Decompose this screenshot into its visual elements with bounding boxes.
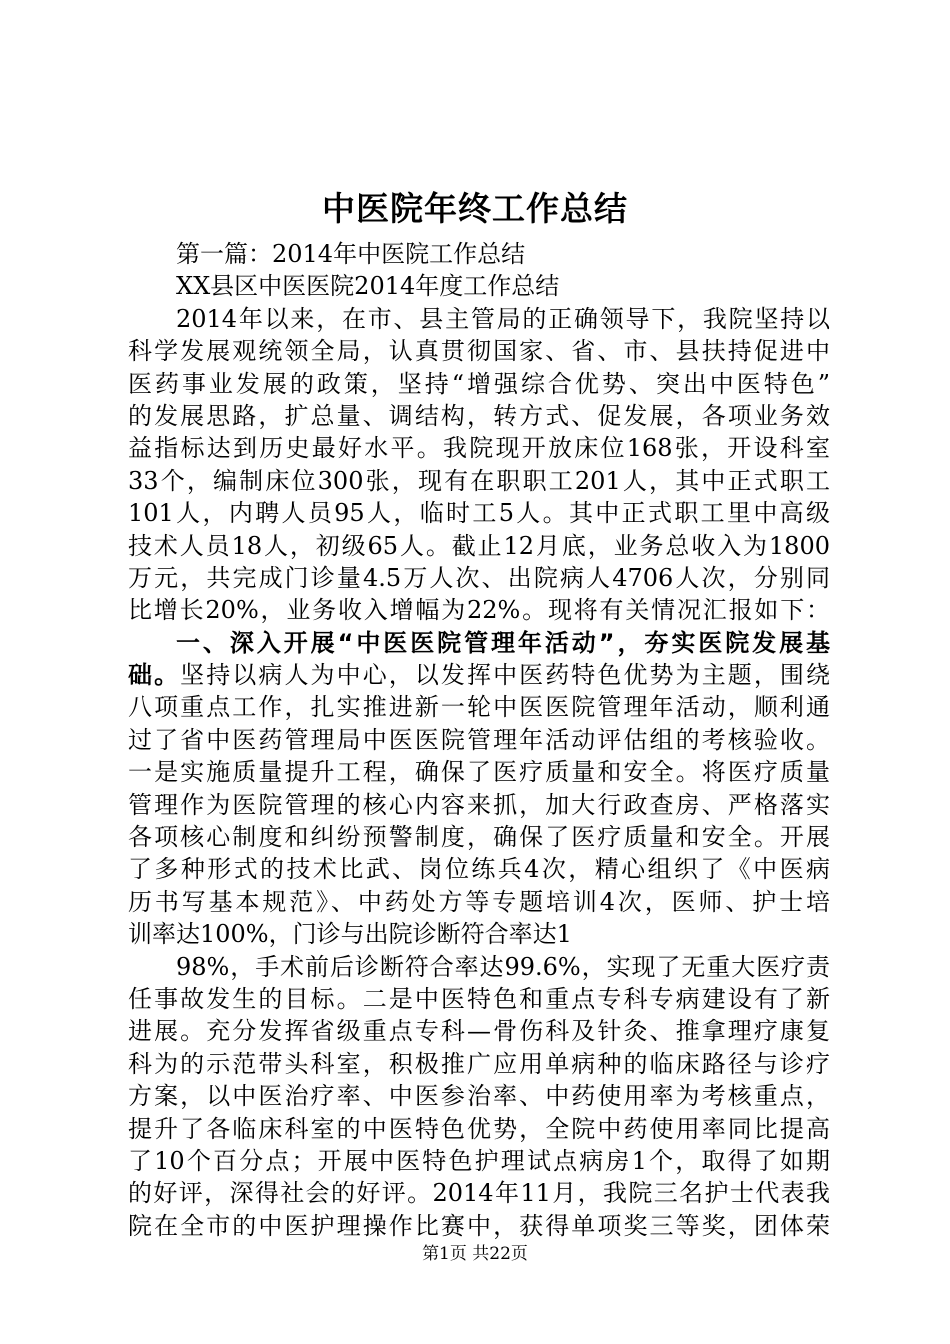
text-line: 2014年以来，在市、县主管局的正确领导下，我院坚持以 bbox=[176, 304, 830, 333]
text-line: 比增长20%，业务收入增幅为22%。现将有关情况汇报如下： bbox=[128, 596, 830, 625]
bold-heading-end: 础。 bbox=[128, 661, 181, 690]
text-line: 训率达100%，门诊与出院诊断符合率达1 bbox=[128, 920, 572, 949]
text-line: 了多种形式的技术比武、岗位练兵4次，精心组织了《中医病 bbox=[128, 855, 830, 884]
section-heading: 第一篇：2014年中医院工作总结 bbox=[176, 240, 526, 268]
text-line: 过了省中医药管理局中医医院管理年活动评估组的考核验收。 bbox=[128, 725, 830, 754]
text-line: 各项核心制度和纠纷预警制度，确保了医疗质量和安全。开展 bbox=[128, 823, 830, 852]
text-segment: 坚持以病人为中心，以发挥中医药特色优势为主题，围绕 bbox=[180, 661, 831, 690]
text-line: 的发展思路，扩总量、调结构，转方式、促发展，各项业务效 bbox=[128, 401, 830, 430]
text-line: 技术人员18人，初级65人。截止12月底，业务总收入为1800 bbox=[128, 531, 830, 560]
text-line: 的好评，深得社会的好评。2014年11月，我院三名护士代表我 bbox=[128, 1179, 830, 1208]
text-line: 101人，内聘人员95人，临时工5人。其中正式职工里中高级 bbox=[128, 499, 830, 528]
text-line: 98%，手术前后诊断符合率达99.6%，实现了无重大医疗责 bbox=[176, 952, 830, 981]
page-footer: 第1页 共22页 bbox=[422, 1244, 528, 1264]
text-line: 任事故发生的目标。二是中医特色和重点专科专病建设有了新 bbox=[128, 984, 830, 1013]
text-line: 33个，编制床位300张，现有在职职工201人，其中正式职工 bbox=[128, 466, 830, 495]
text-line bbox=[128, 659, 830, 691]
subsection-heading: XX县区中医医院2014年度工作总结 bbox=[176, 272, 560, 301]
text-line: 医药事业发展的政策，坚持“增强综合优势、突出中医特色” bbox=[128, 369, 830, 398]
text-line: 万元，共完成门诊量4.5万人次、出院病人4706人次，分别同 bbox=[128, 563, 830, 592]
text-line: 提升了各临床科室的中医特色优势，全院中药使用率同比提高 bbox=[128, 1114, 830, 1143]
document-body bbox=[128, 238, 830, 1242]
text-line: 益指标达到历史最好水平。我院现开放床位168张，开设科室 bbox=[128, 434, 830, 463]
text-line: 院在全市的中医护理操作比赛中，获得单项奖三等奖，团体荣 bbox=[128, 1211, 830, 1240]
text-line: 科学发展观统领全局，认真贯彻国家、省、市、县扶持促进中 bbox=[128, 337, 830, 366]
text-line: 进展。充分发挥省级重点专科—骨伤科及针灸、推拿理疗康复 bbox=[128, 1017, 830, 1046]
text-line: 管理作为医院管理的核心内容来抓，加大行政查房、严格落实 bbox=[128, 790, 830, 819]
text-line: 方案，以中医治疗率、中医参治率、中药使用率为考核重点， bbox=[128, 1082, 830, 1111]
text-line: 科为的示范带头科室，积极推广应用单病种的临床路径与诊疗 bbox=[128, 1049, 830, 1078]
bold-heading-line: 一、深入开展“中医医院管理年活动”，夯实医院发展基 bbox=[176, 628, 830, 657]
text-line: 一是实施质量提升工程，确保了医疗质量和安全。将医疗质量 bbox=[128, 758, 830, 787]
text-line: 八项重点工作，扎实推进新一轮中医医院管理年活动，顺利通 bbox=[128, 693, 830, 722]
text-line: 了10个百分点；开展中医特色护理试点病房1个，取得了如期 bbox=[128, 1146, 830, 1175]
page-title: 中医院年终工作总结 bbox=[322, 189, 628, 228]
text-line: 历书写基本规范》、中药处方等专题培训4次，医师、护士培 bbox=[128, 887, 830, 916]
